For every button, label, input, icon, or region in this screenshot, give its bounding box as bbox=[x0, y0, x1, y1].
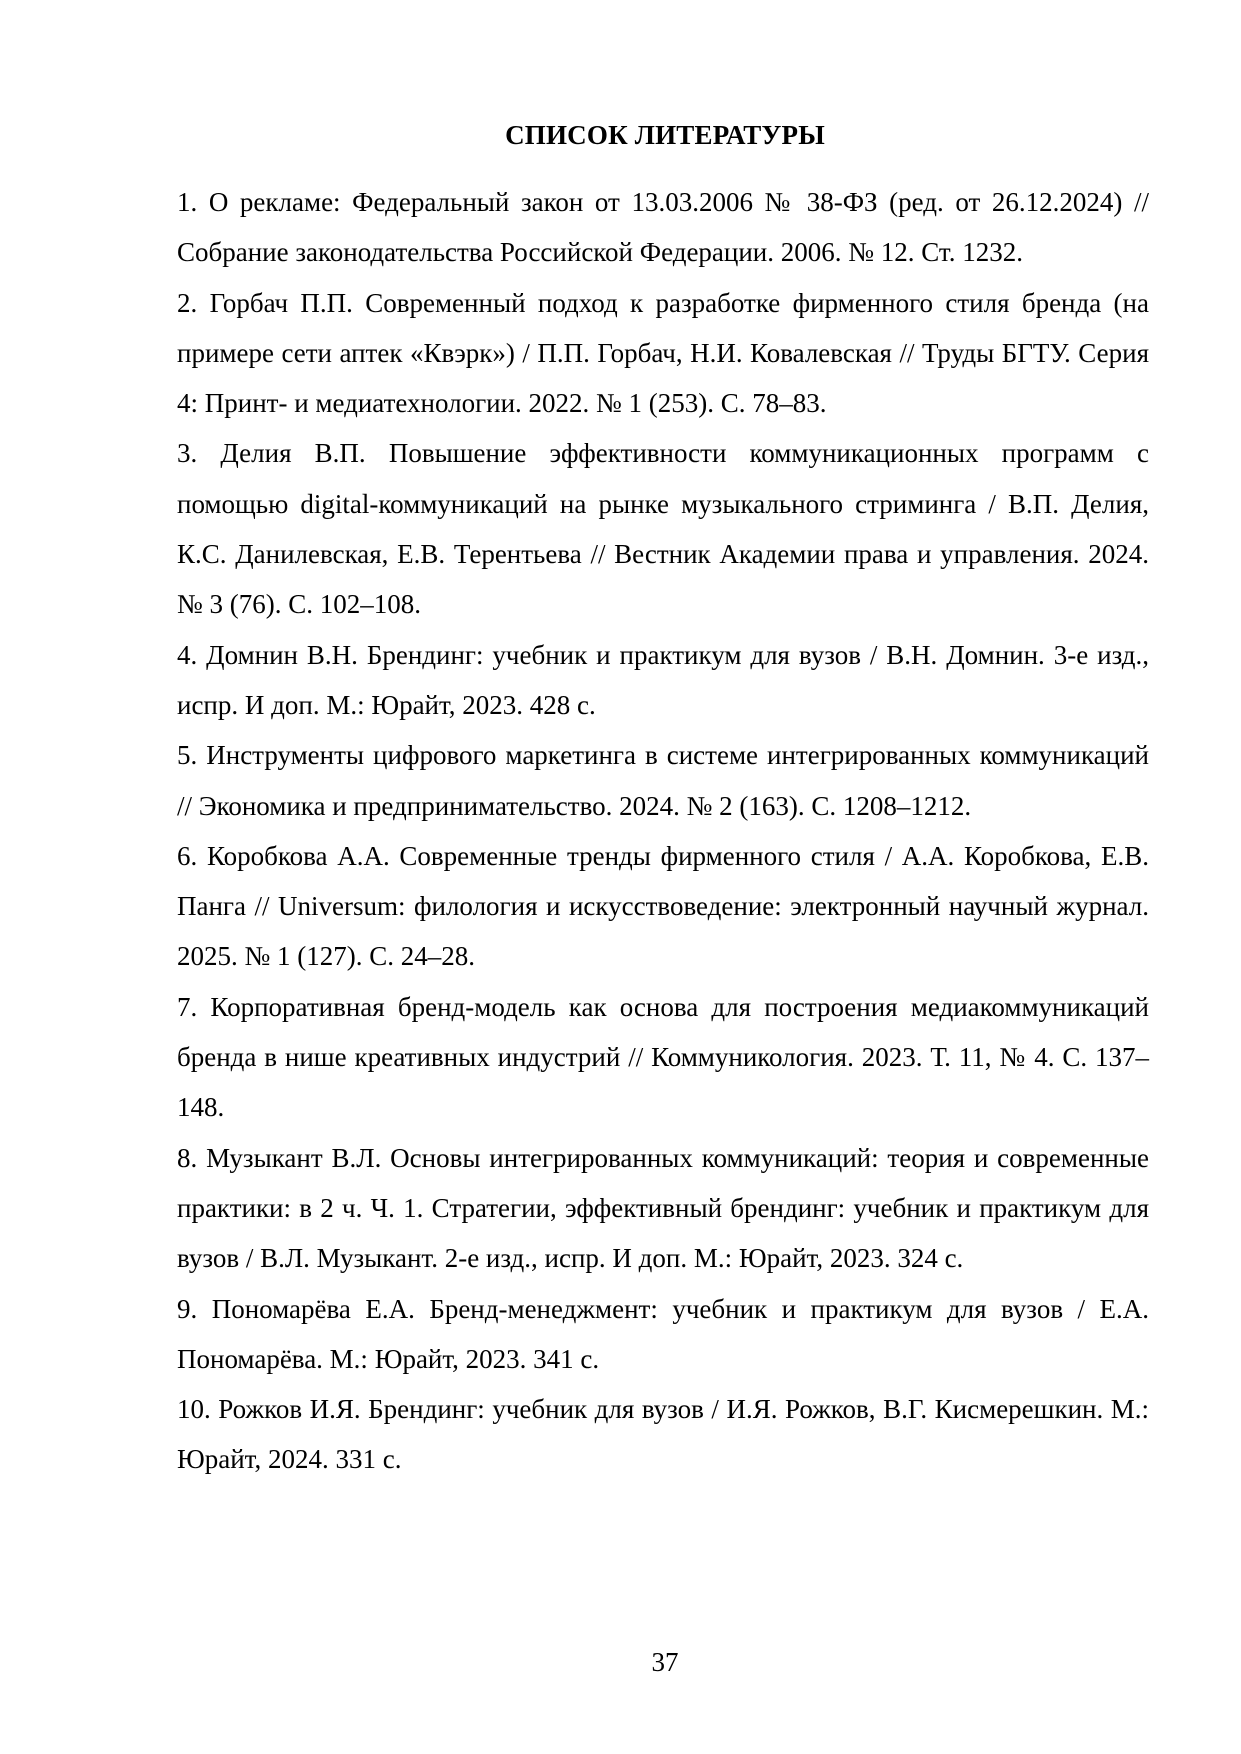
reference-item-7: 7. Корпоративная бренд-модель как основа для построения медиакоммуникаций бренда в нише креативных индустрий // Коммуникология. 2023. Т. 11, № 4. С. 137–148. bbox=[177, 991, 1149, 1123]
reference-list bbox=[177, 177, 1149, 1485]
reference-item-2: 2. Горбач П.П. Современный подход к разработке фирменного стиля бренда (на примере сети аптек «Квэрк») / П.П. Горбач, Н.И. Ковалевская // Труды БГТУ. Серия 4: Принт- и медиатехнологии. 2022. № 1 (253). С. 78–83. bbox=[177, 287, 1149, 419]
reference-item-10: 10. Рожков И.Я. Брендинг: учебник для вузов / И.Я. Рожков, В.Г. Кисмерешкин. М.: Юрайт, 2024. 331 с. bbox=[177, 1394, 1149, 1475]
reference-item-5: 5. Инструменты цифрового маркетинга в системе интегрированных коммуникаций // Экономика и предпринимательство. 2024. № 2 (163). С. 1208–1212. bbox=[177, 740, 1149, 821]
reference-item-3: 3. Делия В.П. Повышение эффективности коммуникационных программ с помощью digital-коммуникаций на рынке музыкального стриминга / В.П. Делия, К.С. Данилевская, Е.В. Терентьева // Вестник Академии права и управления. 2024. № 3 (76). С. 102–108. bbox=[177, 438, 1149, 620]
reference-item-4: 4. Домнин В.Н. Брендинг: учебник и практикум для вузов / В.Н. Домнин. 3-е изд., испр. И доп. М.: Юрайт, 2023. 428 с. bbox=[177, 639, 1149, 720]
page-title: СПИСОК ЛИТЕРАТУРЫ bbox=[505, 120, 825, 150]
reference-item-6: 6. Коробкова А.А. Современные тренды фирменного стиля / А.А. Коробкова, Е.В. Панга // Universum: филология и искусствоведение: электронный научный журнал. 2025. № 1 (127). С. 24–28. bbox=[177, 840, 1149, 972]
reference-item-9: 9. Пономарёва Е.А. Бренд-менеджмент: учебник и практикум для вузов / Е.А. Пономарёва. М.: Юрайт, 2023. 341 с. bbox=[177, 1293, 1149, 1374]
reference-item-8: 8. Музыкант В.Л. Основы интегрированных коммуникаций: теория и современные практики: в 2 ч. Ч. 1. Стратегии, эффективный брендинг: учебник и практикум для вузов / В.Л. Музыкант. 2-е изд., испр. И доп. М.: Юрайт, 2023. 324 с. bbox=[177, 1142, 1149, 1274]
page-number: 37 bbox=[651, 1647, 679, 1677]
reference-item-1: 1. О рекламе: Федеральный закон от 13.03.2006 № 38-ФЗ (ред. от 26.12.2024) // Собрание законодательства Российской Федерации. 2006. № 12. Ст. 1232. bbox=[177, 187, 1149, 268]
